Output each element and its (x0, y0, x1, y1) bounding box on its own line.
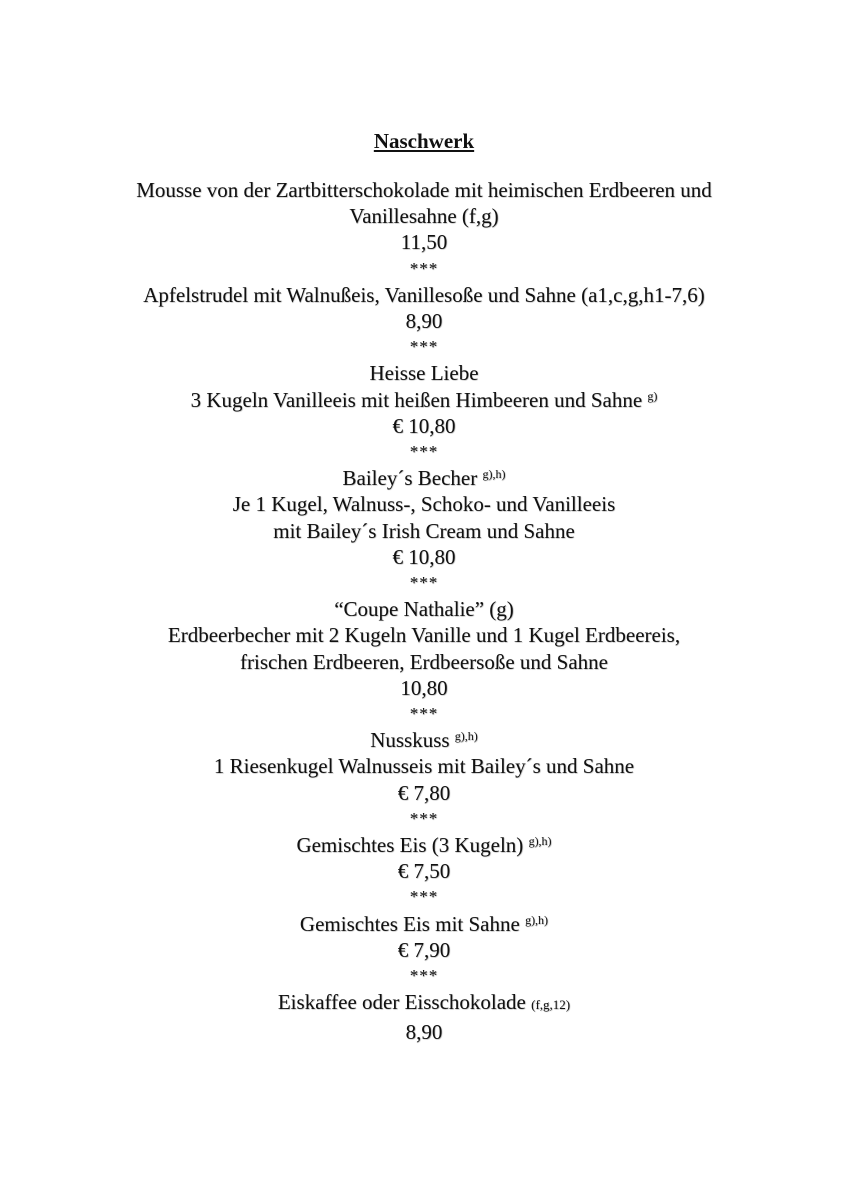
item-price: € 10,80 (392, 413, 456, 438)
item-description: Apfelstrudel mit Walnußeis, Vanillesoße und Sahne (a1,c,g,h1-7,6) (143, 282, 705, 307)
item-name: Nusskuss (370, 728, 450, 753)
item-name-line (0, 832, 848, 858)
item-description: Je 1 Kugel, Walnuss-, Schoko- und Vanilleeis (232, 492, 616, 517)
separator: *** (409, 573, 439, 593)
item-name-line (0, 911, 848, 937)
item-name-line (0, 465, 848, 491)
allergen-note: g),h) (525, 912, 549, 927)
separator: *** (409, 887, 439, 907)
allergen-note: g),h) (454, 729, 478, 744)
allergen-note: g),h) (482, 467, 506, 482)
item-price: 8,90 (405, 1019, 443, 1044)
item-name: Bailey´s Becher (342, 466, 478, 491)
separator: *** (409, 258, 439, 278)
menu-item-mousse (0, 177, 848, 256)
menu-item-eiskaffee (0, 989, 848, 1044)
item-description: Mousse von der Zartbitterschokolade mit heimischen Erdbeeren und (136, 178, 712, 202)
item-description: Vanillesahne (f,g) (349, 204, 499, 229)
menu-item-coupe-nathalie (0, 596, 848, 701)
separator: *** (409, 966, 439, 986)
separator: *** (409, 704, 439, 724)
item-name: Gemischtes Eis mit Sahne (299, 911, 520, 936)
item-price: € 7,50 (397, 859, 451, 884)
allergen-note: g) (647, 388, 658, 403)
menu-item-gemischtes-eis-sahne (0, 911, 848, 963)
item-name-line (0, 989, 848, 1018)
item-description: Erdbeerbecher mit 2 Kugeln Vanille und 1 Kugel Erdbeereis, (167, 623, 681, 648)
item-description: frischen Erdbeeren, Erdbeersoße und Sahne (240, 649, 608, 674)
item-name: Eiskaffee oder Eisschokolade (277, 990, 526, 1015)
menu-item-heisse-liebe (0, 360, 848, 439)
dessert-list (0, 177, 848, 1045)
page-title: Naschwerk (373, 129, 475, 153)
item-name-line (0, 727, 848, 753)
menu-item-nusskuss (0, 727, 848, 806)
item-name: “Coupe Nathalie” (g) (334, 597, 514, 622)
allergen-note: g),h) (528, 834, 552, 849)
separator: *** (409, 808, 439, 828)
allergen-note: (f,g,12) (531, 997, 571, 1013)
item-price: 11,50 (400, 230, 448, 255)
item-price: 8,90 (405, 309, 443, 334)
item-name: Heisse Liebe (369, 361, 479, 386)
menu-item-baileys-becher (0, 465, 848, 570)
item-description: mit Bailey´s Irish Cream und Sahne (273, 518, 575, 543)
item-name: Gemischtes Eis (3 Kugeln) (296, 833, 524, 858)
item-description: 3 Kugeln Vanilleeis mit heißen Himbeeren und Sahne (190, 387, 643, 412)
item-price: € 10,80 (392, 544, 456, 569)
separator: *** (409, 442, 439, 462)
separator: *** (409, 337, 439, 357)
menu-item-gemischtes-eis (0, 832, 848, 884)
menu-item-apfelstrudel (0, 282, 848, 334)
item-description-line (0, 387, 848, 413)
item-price: € 7,90 (397, 937, 451, 962)
item-description: 1 Riesenkugel Walnusseis mit Bailey´s und Sahne (213, 754, 635, 779)
item-price: 10,80 (400, 675, 448, 700)
item-price: € 7,80 (397, 780, 451, 805)
